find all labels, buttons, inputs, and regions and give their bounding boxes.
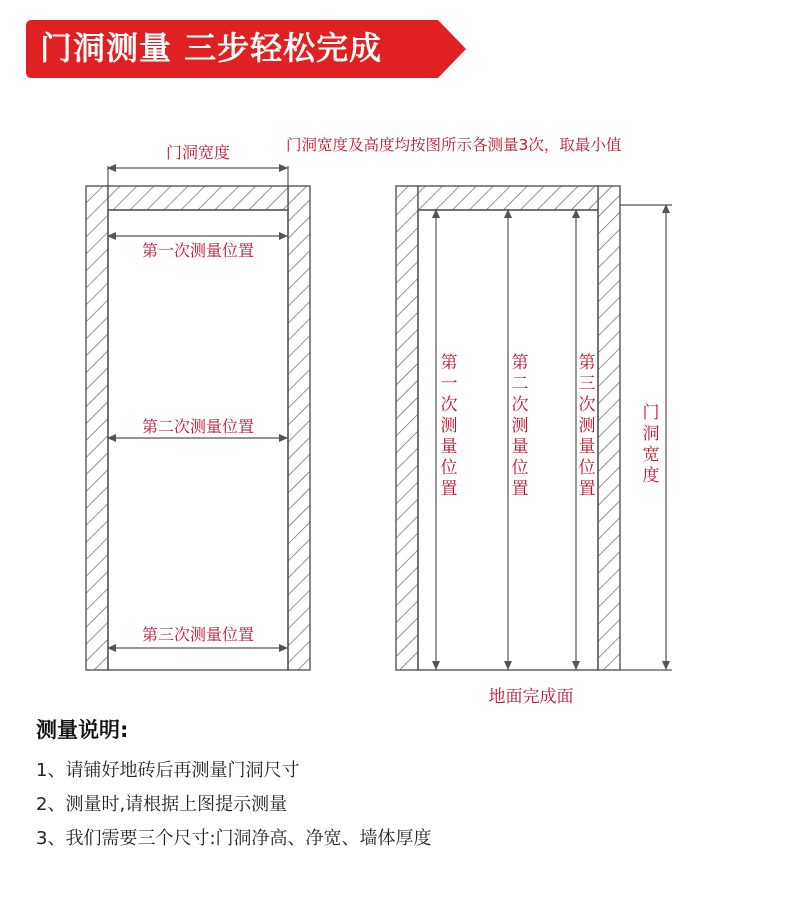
third-height-label — [577, 350, 597, 503]
note-item: 2、测量时,请根据上图提示测量 — [36, 794, 288, 815]
third-height-label-text: 第三次测量位置 — [578, 353, 596, 499]
right-frame-left-wall — [396, 186, 418, 670]
third-measurement-label: 第三次测量位置 — [141, 625, 255, 644]
left-width-label: 门洞宽度 — [165, 143, 231, 162]
floor-label: 地面完成面 — [488, 687, 574, 707]
left-frame-opening — [108, 210, 288, 670]
second-height-label — [510, 350, 530, 503]
second-height-label-text: 第二次测量位置 — [511, 353, 529, 499]
first-height-label — [439, 350, 459, 503]
left-frame-header — [108, 186, 288, 210]
note-item: 1、请铺好地砖后再测量门洞尺寸 — [36, 760, 300, 781]
banner-title: 门洞测量 三步轻松完成 — [40, 29, 383, 67]
side-dimension-label-text: 门洞宽度 — [642, 403, 660, 486]
measurement-notes — [36, 716, 756, 856]
second-measurement-label: 第二次测量位置 — [141, 417, 255, 436]
right-frame-header — [418, 186, 598, 210]
left-frame-right-wall — [288, 186, 310, 670]
measurement-instruction: 门洞宽度及高度均按图所示各测量3次，取最小值 — [286, 136, 622, 154]
first-measurement-label: 第一次测量位置 — [141, 241, 255, 260]
side-dimension-label — [641, 400, 661, 490]
note-item: 3、我们需要三个尺寸:门洞净高、净宽、墙体厚度 — [36, 828, 432, 849]
notes-title: 测量说明: — [36, 718, 129, 742]
first-height-label-text: 第一次测量位置 — [440, 353, 458, 499]
right-frame-right-wall — [598, 186, 620, 670]
left-frame-left-wall — [86, 186, 108, 670]
